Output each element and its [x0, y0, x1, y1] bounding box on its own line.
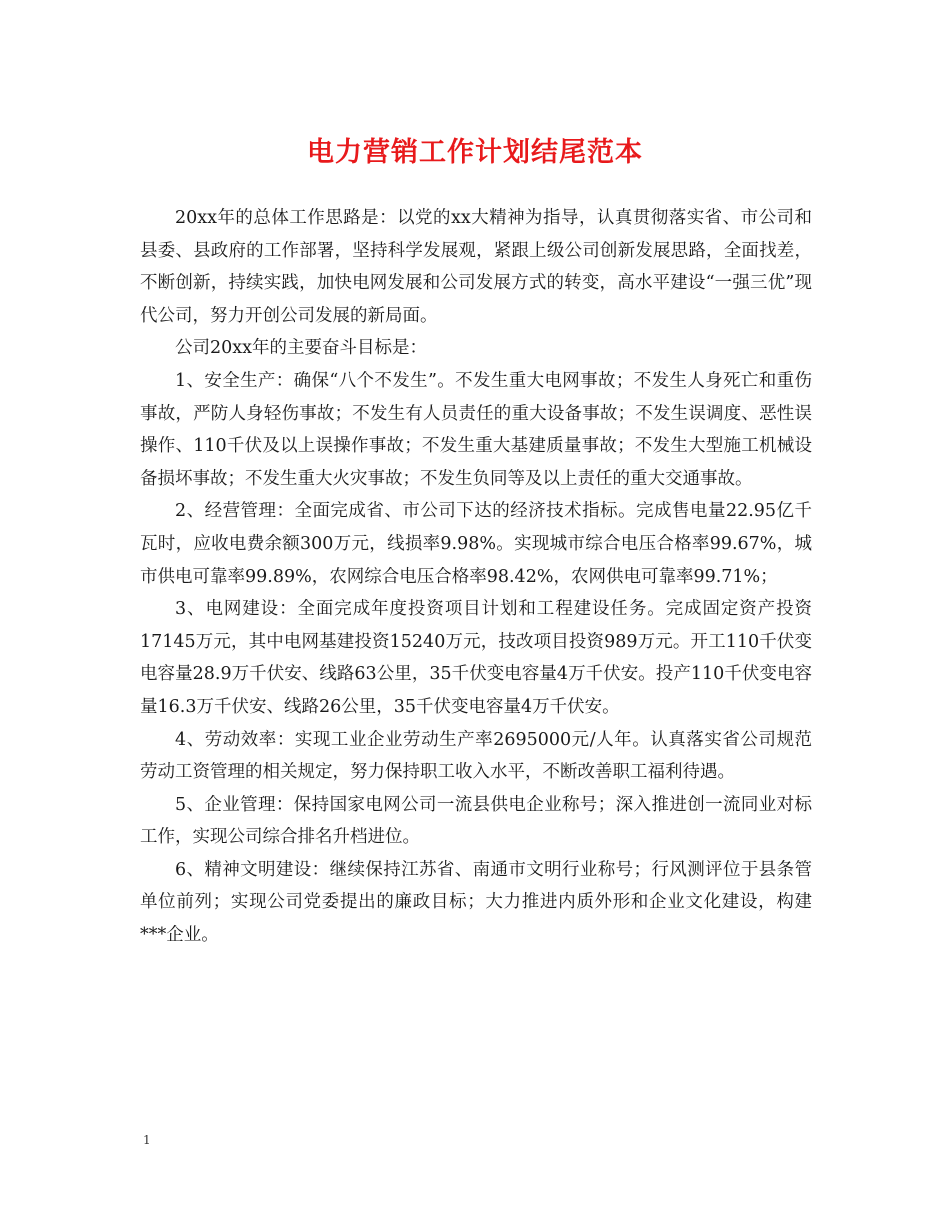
- page-number: 1: [143, 1133, 151, 1147]
- document-title: 电力营销工作计划结尾范本: [307, 137, 643, 168]
- paragraph-labor-efficiency: 4、劳动效率：实现工业企业劳动生产率2695000元/人年。认真落实省公司规范劳动工资管理的相关规定，努力保持职工收入水平，不断改善职工福利待遇。: [140, 729, 812, 783]
- paragraph-safety-production: 1、安全生产：确保“八个不发生”。不发生重大电网事故；不发生人身死亡和重伤事故，严防人身轻伤事故；不发生有人员责任的重大设备事故；不发生误调度、恶性误操作、110千伏及以上误操作事故；不发生重大基建质量事故；不发生大型施工机械设备损坏事故；不发生重大火灾事故；不发生负同等及以上责任的重大交通事故。: [140, 370, 812, 489]
- paragraph-spiritual-civilization: 6、精神文明建设：继续保持江苏省、南通市文明行业称号；行风测评位于县条管单位前列；实现公司党委提出的廉政目标；大力推进内质外形和企业文化建设，构建***企业。: [140, 859, 812, 946]
- paragraph-business-management: 2、经营管理：全面完成省、市公司下达的经济技术指标。完成售电量22.95亿千瓦时，应收电费余额300万元，线损率9.98%。实现城市综合电压合格率99.67%，城市供电可靠率99.89%，农网综合电压合格率98.42%，农网供电可靠率99.71%；: [140, 501, 812, 587]
- document-body: [140, 202, 812, 952]
- paragraph-enterprise-management: 5、企业管理：保持国家电网公司一流县供电企业称号；深入推进创一流同业对标工作，实现公司综合排名升档进位。: [140, 794, 812, 848]
- paragraph-main-goals-intro: 公司20xx年的主要奋斗目标是：: [175, 338, 428, 359]
- paragraph-grid-construction: 3、电网建设：全面完成年度投资项目计划和工程建设任务。完成固定资产投资17145万元，其中电网基建投资15240万元，技改项目投资989万元。开工110千伏变电容量28.9万千伏安、线路63公里，35千伏变电容量4万千伏安。投产110千伏变电容量16.3万千伏安、线路26公里，35千伏变电容量4万千伏安。: [140, 599, 812, 717]
- paragraph-overall-approach: 20xx年的总体工作思路是：以党的xx大精神为指导，认真贯彻落实省、市公司和县委、县政府的工作部署，坚持科学发展观，紧跟上级公司创新发展思路，全面找差，不断创新，持续实践，加快电网发展和公司发展方式的转变，高水平建设“一强三优”现代公司，努力开创公司发展的新局面。: [140, 208, 812, 326]
